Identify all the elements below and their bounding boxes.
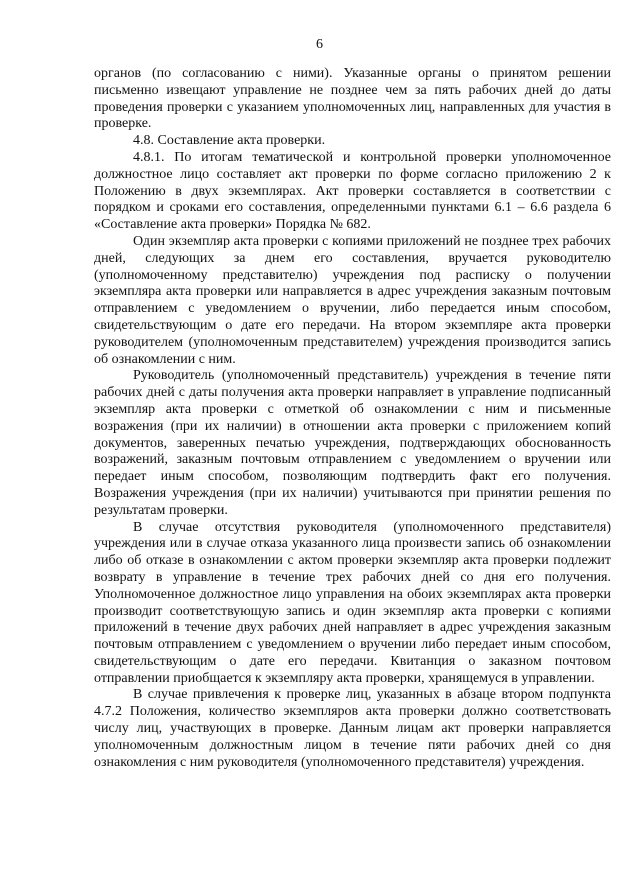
page-number: 6 <box>316 37 323 52</box>
paragraph-first-copy-delivery: Один экземпляр акта проверки с копиями приложений не позднее трех рабочих дней, следующих за днем его составления, вручается руководителю (уполномоченному представителю) учреждения под расписку о получении экземпляра акта проверки или направляется в адрес учреждения заказным почтовым отправлением с уведомлением о вручении, либо передается иным способом, свидетельствующим о дате его передачи. На втором экземпляре акта проверки руководителем (уполномоченным представителем) учреждения производится запись об ознакомлении с ним. <box>94 233 611 367</box>
paragraph-involved-persons: В случае привлечения к проверке лиц, указанных в абзаце втором подпункта 4.7.2 Положения, количество экземпляров акта проверки должно соответствовать числу лиц, участвующих в проверке. Данным лицам акт проверки направляется уполномоченным должностным лицом в течение пяти рабочих дней со дня ознакомления с ним руководителя (уполномоченного представителя) учреждения. <box>94 687 611 770</box>
paragraph-absence-or-refusal: В случае отсутствия руководителя (уполномоченного представителя) учреждения или в случае отказа указанного лица произвести запись об ознакомлении либо об отказе в ознакомлении с актом проверки экземпляр акта проверки подлежит возврату в управление в течение трех рабочих дней со дня его получения. Уполномоченное должностное лицо управления на обоих экземплярах акта проверки производит соответствующую запись и один экземпляр акта проверки с копиями приложений в течение двух рабочих дней направляет в адрес учреждения заказным почтовым отправлением с уведомлением о вручении либо передает иным способом, свидетельствующим о дате его передачи. Квитанция о заказном почтовом отправлении приобщается к экземпляру акта проверки, хранящемуся в управлении. <box>94 519 611 686</box>
document-body <box>94 66 611 771</box>
paragraph-continuation: органов (по согласованию с ними). Указанные органы о принятом решении письменно извещают управление не позднее чем за пять рабочих дней до даты проведения проверки с указанием уполномоченных лиц, направленных для участия в проверке. <box>94 66 611 132</box>
section-heading-4-8: 4.8. Составление акта проверки. <box>133 133 326 149</box>
paragraph-head-response: Руководитель (уполномоченный представитель) учреждения в течение пяти рабочих дней с даты получения акта проверки направляет в управление подписанный экземпляр акта проверки с отметкой об ознакомлении с ним и письменные возражения (при их наличии) в отношении акта проверки с приложением копий документов, заверенных печатью учреждения, подтверждающих обоснованность возражений, заказным почтовым отправлением с уведомлением о вручении или передает иным способом, позволяющим подтвердить факт его получения. Возражения учреждения (при их наличии) учитываются при принятии решения по результатам проверки. <box>94 368 611 518</box>
paragraph-4-8-1: 4.8.1. По итогам тематической и контрольной проверки уполномоченное должностное лицо составляет акт проверки по форме согласно приложению 2 к Положению в двух экземплярах. Акт проверки составляется в соответствии с порядком и сроками его составления, определенными пунктами 6.1 – 6.6 раздела 6 «Составление акта проверки» Порядка № 682. <box>94 149 611 233</box>
